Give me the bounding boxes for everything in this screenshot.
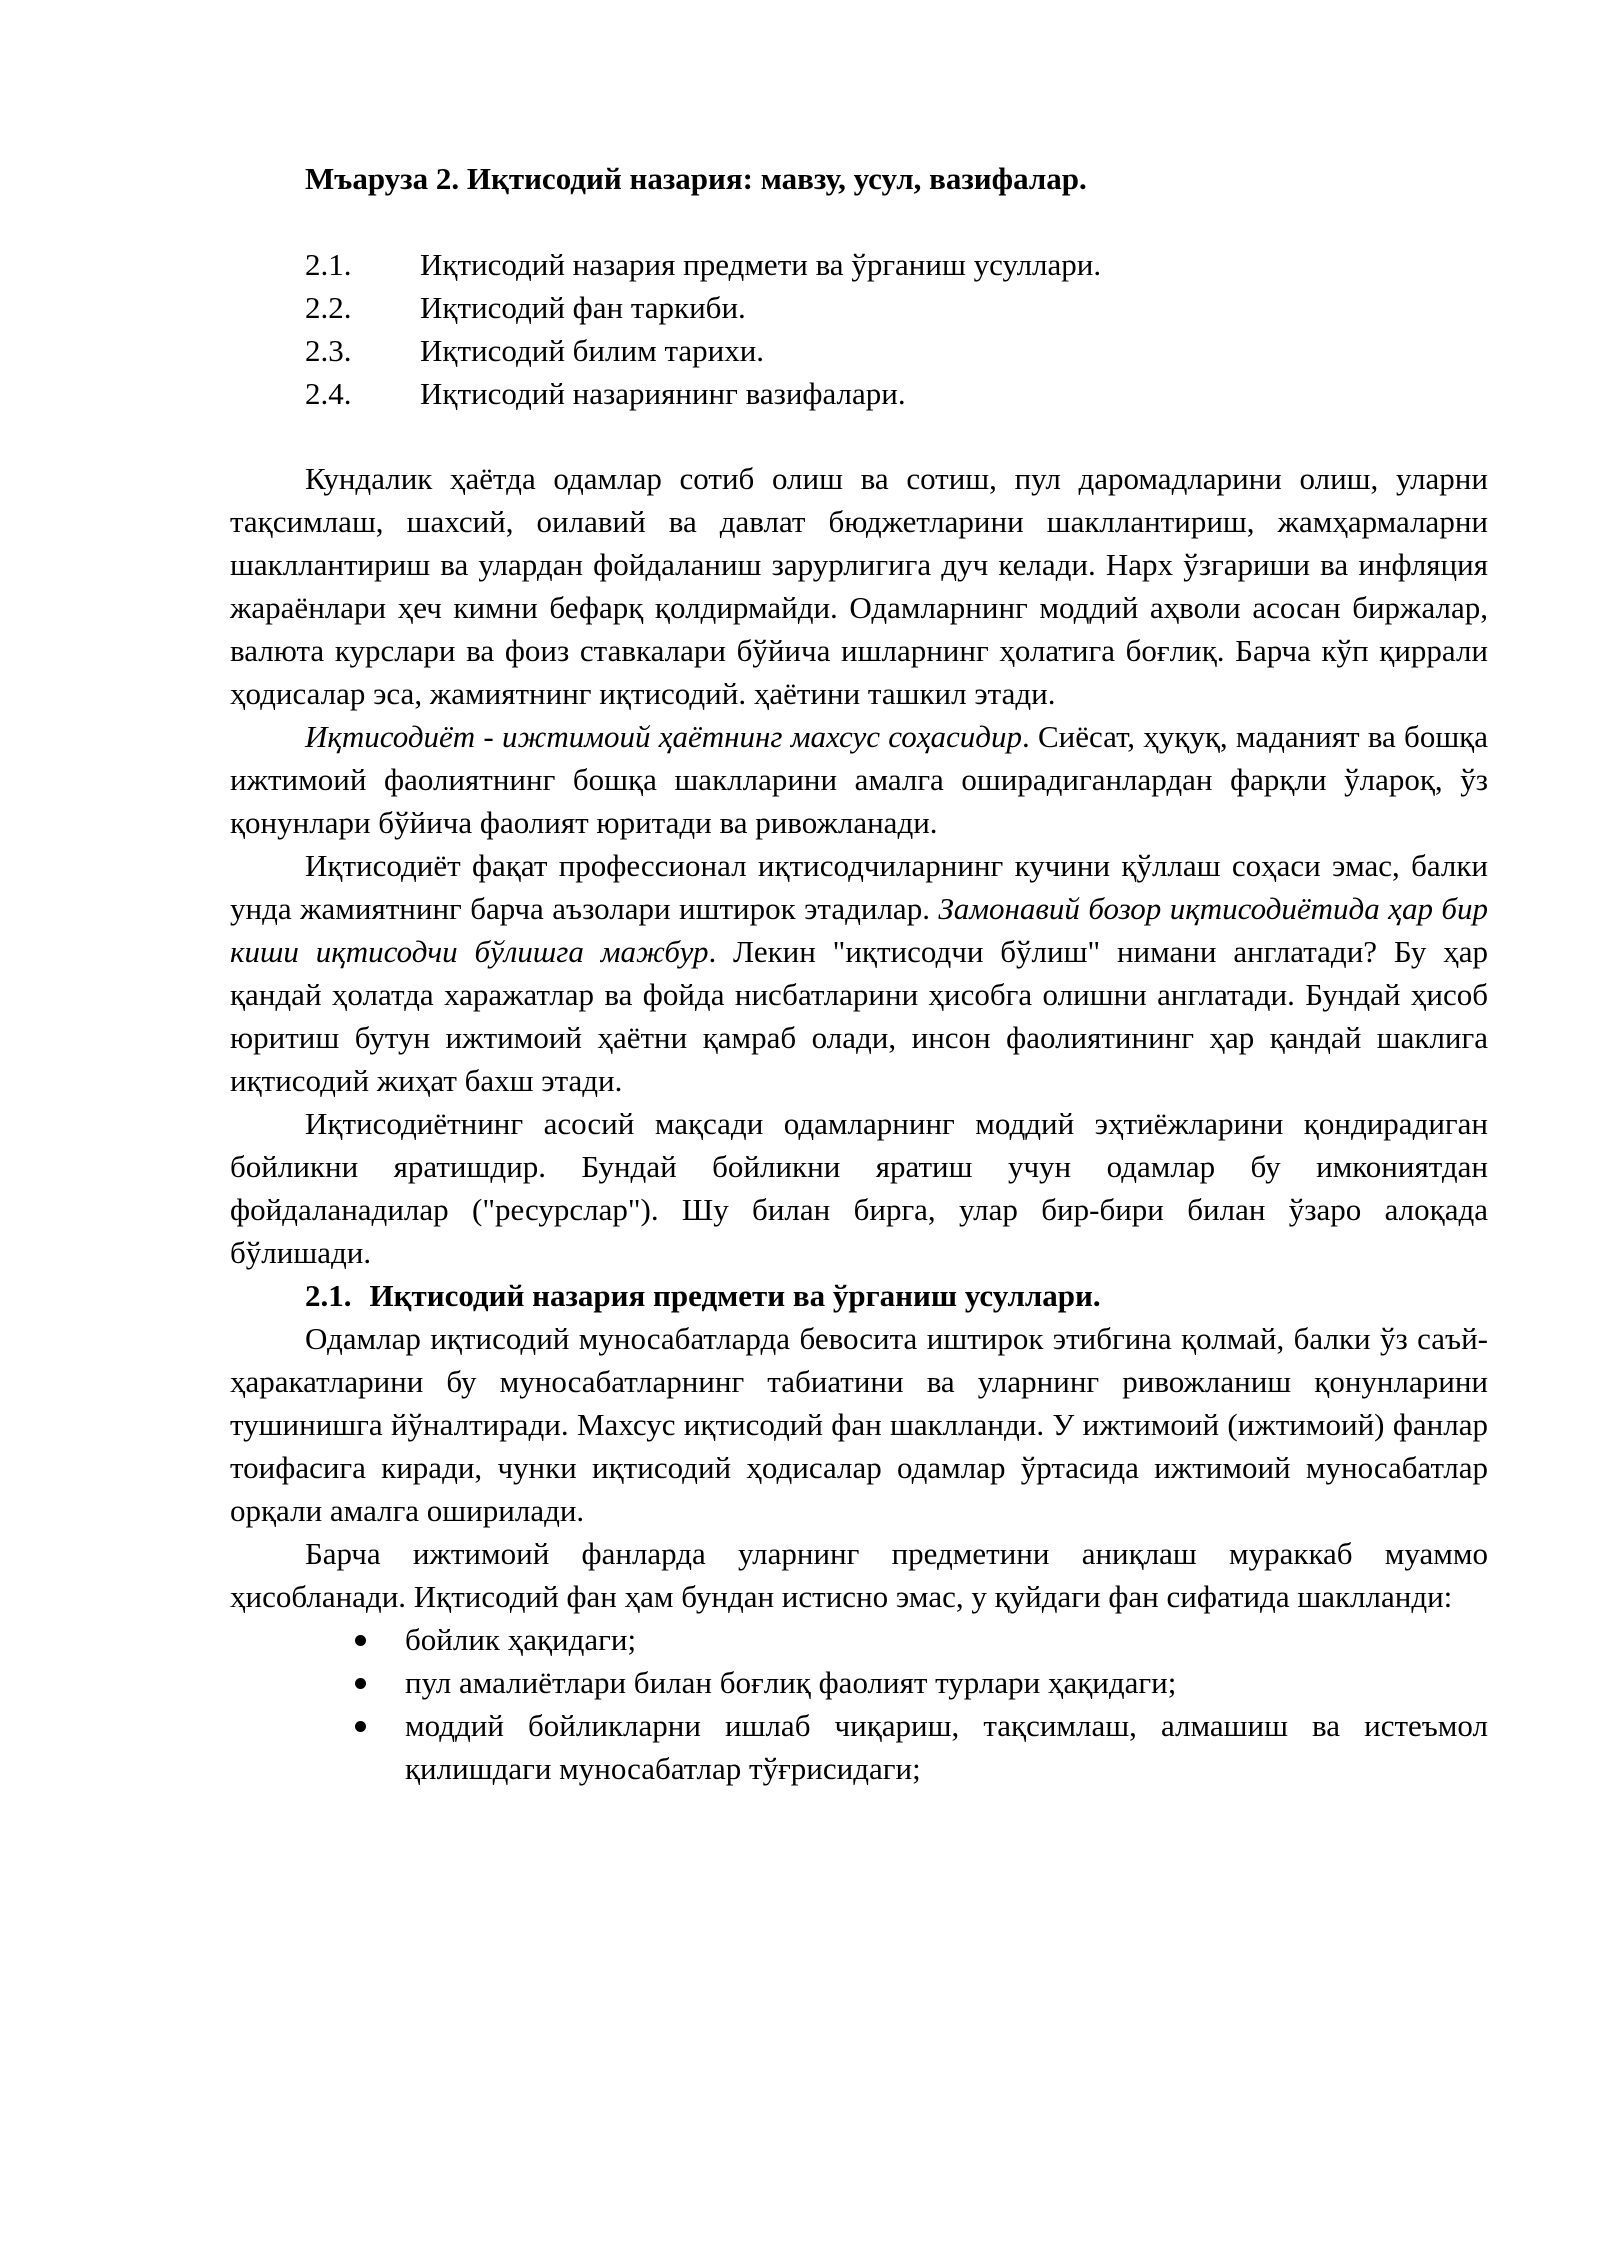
bullet-list — [230, 1618, 1488, 1790]
toc-item-number: 2.3. — [305, 333, 352, 368]
italic-emphasis: Замонавий бозор иқтисодиётида ҳар бир киши иқтисодчи бўлишга мажбур — [230, 891, 1488, 969]
paragraph — [230, 715, 1488, 844]
paragraph-text: . Сиёсат, ҳуқуқ, маданият ва бошқа ижтимоий фаолиятнинг бошқа шаклларини амалга оширадиганлардан фарқли ўлароқ, ўз қонунлари бўйича фаолият юритади ва ривожланади. — [230, 719, 1489, 840]
toc-item-number: 2.2. — [305, 290, 352, 325]
toc-item-text: Иқтисодий билим тарихи. — [420, 333, 765, 368]
section-number: 2.1. — [305, 1278, 352, 1313]
section-heading — [305, 1274, 1488, 1317]
lecture-title: Мъаруза 2. Иқтисодий назария: мавзу, усул, вазифалар. — [305, 161, 1087, 196]
toc-item-number: 2.1. — [305, 247, 352, 282]
italic-emphasis: Иқтисодиёт - ижтимоий ҳаётнинг махсус соҳасидир — [305, 719, 1022, 754]
toc-item — [305, 243, 1101, 286]
paragraph: Кундалик ҳаётда одамлар сотиб олиш ва сотиш, пул даромадларини олиш, уларни тақсимлаш, шахсий, оилавий ва давлат бюджетларини шакллантириш, жамҳармаларни шакллантириш ва улардан фойдаланиш зарурлигига дуч келади. Нарх ўзгариши ва инфляция жараёнлари ҳеч кимни бефарқ қолдирмайди. Одамларнинг моддий аҳволи асосан биржалар, валюта курслари ва фоиз ставкалари бўйича ишларнинг ҳолатига боғлиқ. Барча кўп қиррали ҳодисалар эса, жамиятнинг иқтисодий. ҳаётини ташкил этади. — [230, 461, 1488, 711]
toc-item — [305, 372, 1101, 415]
paragraph: Одамлар иқтисодий муносабатларда бевосита иштирок этибгина қолмай, балки ўз саъй-ҳаракатларини бу муносабатларнинг табиатини ва уларнинг ривожланиш қонунларини тушинишга йўналтиради. Махсус иқтисодий фан шаклланди. У ижтимоий (ижтимоий) фанлар тоифасига киради, чунки иқтисодий ҳодисалар одамлар ўртасида ижтимоий муносабатлар орқали амалга оширилади. — [230, 1321, 1488, 1528]
paragraph: Барча ижтимоий фанларда уларнинг предметини аниқлаш мураккаб муаммо ҳисобланади. Иқтисодий фан ҳам бундан истисно эмас, у қуйдаги фан сифатида шаклланди: — [230, 1536, 1488, 1614]
list-item-text: пул амалиётлари билан боғлиқ фаолият турлари ҳақидаги; — [405, 1665, 1177, 1700]
toc-item — [305, 329, 1101, 372]
list-item — [230, 1704, 1488, 1790]
paragraph-text: . Лекин "иқтисодчи бўлиш" нимани англатади? Бу ҳар қандай ҳолатда харажатлар ва фойда нисбатларини ҳисобга олишни англатади. Бундай ҳисоб юритиш бутун ижтимоий ҳаётни қамраб олади, инсон фаолиятининг ҳар қандай шаклига иқтисодий жиҳат бахш этади. — [230, 934, 1488, 1098]
table-of-contents — [305, 243, 1101, 415]
bullet-icon — [355, 1635, 366, 1646]
list-item-text: бойлик ҳақидаги; — [405, 1622, 637, 1657]
paragraph-text: Иқтисодиёт фақат профессионал иқтисодчиларнинг кучини қўллаш соҳаси эмас, балки унда жамиятнинг барча аъзолари иштирок этадилар. — [230, 848, 1488, 926]
toc-item — [305, 286, 1101, 329]
toc-item-text: Иқтисодий назариянинг вазифалари. — [420, 376, 906, 411]
paragraph: Иқтисодиётнинг асосий мақсади одамларнинг моддий эҳтиёжларини қондирадиган бойликни яратишдир. Бундай бойликни яратиш учун одамлар бу имкониятдан фойдаланадилар ("ресурслар"). Шу билан бирга, улар бир-бири билан ўзаро алоқада бўлишади. — [230, 1106, 1488, 1270]
bullet-icon — [355, 1678, 366, 1689]
toc-item-text: Иқтисодий фан таркиби. — [420, 290, 746, 325]
list-item — [230, 1661, 1488, 1704]
document-body — [230, 457, 1488, 1790]
list-item — [230, 1618, 1488, 1661]
toc-item-text: Иқтисодий назария предмети ва ўрганиш усуллари. — [420, 247, 1102, 282]
bullet-icon — [355, 1721, 366, 1732]
section-title: Иқтисодий назария предмети ва ўрганиш усуллари. — [369, 1278, 1101, 1313]
paragraph — [230, 844, 1488, 1102]
toc-item-number: 2.4. — [305, 376, 352, 411]
list-item-text: моддий бойликларни ишлаб чиқариш, тақсимлаш, алмашиш ва истеъмол қилишдаги муносабатлар тўғрисидаги; — [405, 1708, 1488, 1786]
